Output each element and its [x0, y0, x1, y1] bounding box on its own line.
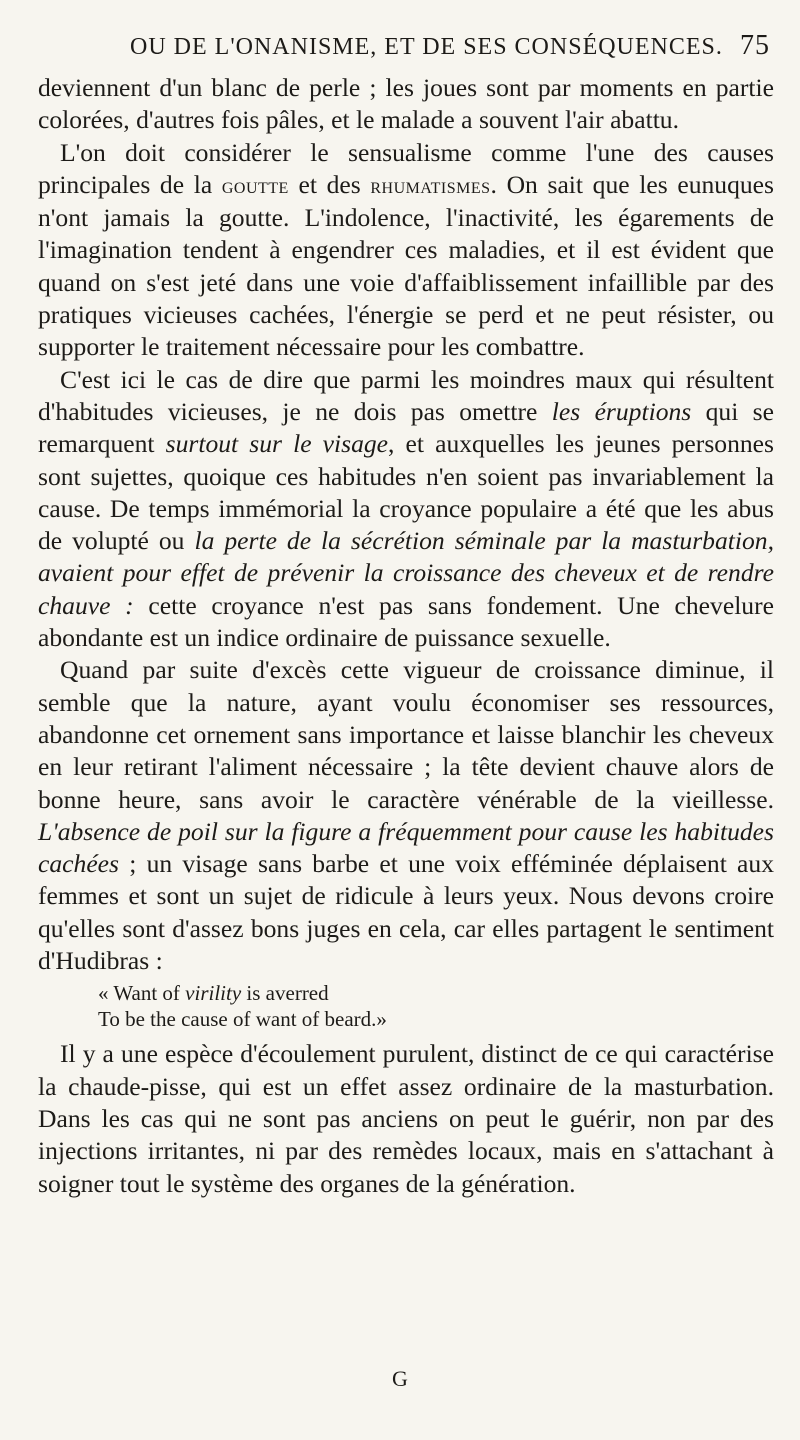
paragraph-5-text: Il y a une espèce d'écoulement purulent, distinct de ce qui caractérise la chaude-pisse, qui est un effet assez ordinaire de la masturbation. Dans les cas qui ne sont pas anciens on peut le guérir, non par des injections irritantes, ni par des remèdes locaux, mais en s'attachant à soigner tout le système des organes de la génération. — [38, 1039, 774, 1198]
paragraph-5 — [38, 1038, 774, 1199]
paragraph-2-text-e: . On sait que les eunuques n'ont jamais la goutte. L'indolence, l'inactivité, les égarements de l'imagination tendent à engendrer ces maladies, et il est évident que quand on s'est jeté dans une voie d'affaiblissement infaillible par des pratiques vicieuses cachées, l'énergie se perd et ne peut résister, ou supporter le traitement nécessaire pour les combattre. — [38, 169, 774, 362]
paragraph-4 — [38, 654, 774, 977]
paragraph-1-text: deviennent d'un blanc de perle ; les joues sont par moments en partie colorées, d'autres fois pâles, et le malade a souvent l'air abattu. — [38, 73, 774, 135]
page-number: 75 — [740, 30, 770, 61]
term-goutte: goutte — [221, 172, 289, 199]
emphasis-absence-poil: L'absence de poil sur la figure a fréquemment pour cause les habitudes cachées — [38, 816, 774, 879]
running-header — [70, 30, 770, 62]
paragraph-3 — [38, 364, 774, 655]
paragraph-2-text-a: L'on doit considérer le sensualisme comme l'une des causes principales de la — [38, 137, 774, 199]
emphasis-eruptions: les éruptions — [551, 396, 692, 426]
quote-emphasis-virility: virility — [185, 981, 242, 1006]
term-rhumatismes: rhumatismes — [370, 172, 491, 199]
quote-line-1 — [98, 980, 774, 1006]
page-body — [38, 72, 774, 1200]
paragraph-3-text-a: C'est ici le cas de dire que parmi les moindres maux qui résultent d'habitudes vicieuses, je ne dois pas omettre — [38, 364, 774, 426]
emphasis-belief: la perte de la sécrétion séminale par la masturbation, avaient pour effet de prévenir la croissance des cheveux et de rendre chauve : — [38, 526, 774, 620]
running-title: OU DE L'ONANISME, ET DE SES CONSÉQUENCES. — [130, 34, 723, 60]
emphasis-visage: surtout sur le visage — [165, 429, 389, 459]
paragraph-3-text-g: cette croyance n'est pas sans fondement. Une chevelure abondante est un indice ordinaire de puissance sexuelle. — [38, 590, 774, 653]
signature-mark: G — [392, 1366, 408, 1391]
paragraph-4-text-c: ; un visage sans barbe et une voix efféminée déplaisent aux femmes et sont un sujet de ridicule à leurs yeux. Nous devons croire qu'elles sont d'assez bons juges en cela, car elles partagent le sentiment d'Hudibras : — [38, 849, 774, 976]
paragraph-1 — [38, 72, 774, 137]
quote-line-2: To be the cause of want of beard.» — [98, 1007, 387, 1032]
hudibras-quote — [98, 977, 774, 1038]
paragraph-3-text-c: qui se remarquent — [38, 396, 774, 459]
paragraph-4-text-a: Quand par suite d'excès cette vigueur de croissance diminue, il semble que la nature, ayant voulu économiser ses ressources, abandonne cet ornement sans importance et laisse blanchir les cheveux en leur retirant l'aliment nécessaire ; la tête devient chauve alors de bonne heure, sans avoir le caractère vénérable de la vieillesse. — [38, 655, 774, 814]
paragraph-2-text-c: et des — [288, 169, 371, 199]
paragraph-3-text-e: , et auxquelles les jeunes personnes sont sujettes, quoique ces habitudes n'en soient pas invariablement la cause. De temps immémorial la croyance populaire a été que les abus de volupté ou — [38, 429, 774, 556]
quote-line-1-c: is averred — [241, 981, 329, 1006]
paragraph-2 — [38, 137, 774, 364]
quote-line-1-a: « Want of — [98, 981, 186, 1006]
